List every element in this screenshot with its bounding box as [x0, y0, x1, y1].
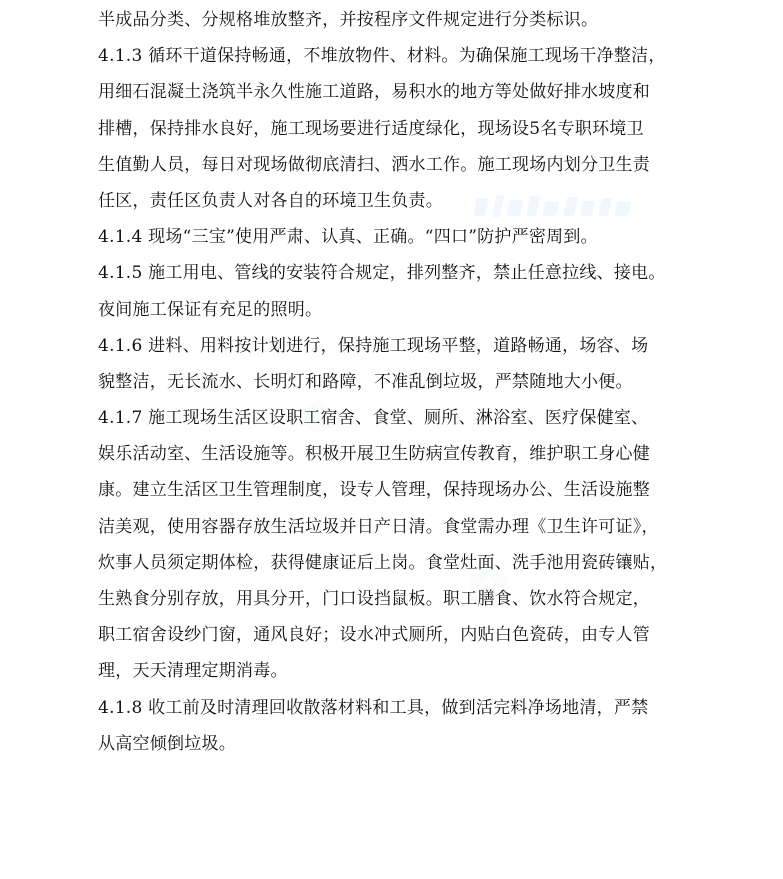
paragraph-line: 炊事人员须定期体检，获得健康证后上岗。食堂灶面、洗手池用瓷砖镶贴，: [98, 552, 668, 573]
paragraph-line: 4.1.8 收工前及时清理回收散落材料和工具，做到活完料净场地清，严禁: [98, 697, 649, 718]
paragraph-line: 理，天天清理定期消毒。: [98, 661, 288, 682]
paragraph-line: 半成品分类、分规格堆放整齐，并按程序文件规定进行分类标识。: [98, 10, 599, 30]
paragraph-line: 洁美观，使用容器存放生活垃圾并日产日清。食堂需办理《卫生许可证》，: [98, 516, 659, 537]
document-body: [98, 2, 698, 762]
paragraph-line: 4.1.5 施工用电、管线的安装符合规定，排列整齐，禁止任意拉线、接电。: [98, 263, 666, 284]
paragraph-line: 用细石混凝土浇筑半永久性施工道路，易积水的地方等处做好排水坡度和: [98, 82, 650, 103]
paragraph-line: 康。建立生活区卫生管理制度，设专人管理，保持现场办公、生活设施整: [98, 480, 650, 501]
paragraph-line: 4.1.4 现场“三宝”使用严肃、认真、正确。“四口”防护严密周到。: [98, 227, 598, 248]
paragraph-line: 貌整洁，无长流水、长明灯和路障，不准乱倒垃圾，严禁随地大小便。: [98, 371, 633, 392]
paragraph-line: 4.1.7 施工现场生活区设职工宿舍、食堂、厕所、淋浴室、医疗保健室、: [98, 408, 649, 429]
paragraph-line: 职工宿舍设纱门窗，通风良好；设水冲式厕所，内贴白色瓷砖，由专人管: [98, 625, 650, 646]
paragraph-line: 4.1.6 进料、用料按计划进行，保持施工现场平整，道路畅通，场容、场: [98, 335, 649, 356]
paragraph-line: 夜间施工保证有充足的照明。: [98, 299, 323, 320]
paragraph-line: 任区，责任区负责人对各自的环境卫生负责。: [98, 190, 443, 211]
paragraph-line: 排槽，保持排水良好，施工现场要进行适度绿化，现场设5名专职环境卫: [98, 118, 644, 139]
paragraph-line: 娱乐活动室、生活设施等。积极开展卫生防病宣传教育，维护职工身心健: [98, 444, 650, 465]
paragraph-line: 从高空倾倒垃圾。: [98, 733, 236, 754]
paragraph-line: 生值勤人员，每日对现场做彻底清扫、洒水工作。施工现场内划分卫生责: [98, 154, 650, 175]
paragraph-line: 4.1.3 循环干道保持畅通，不堆放物件、材料。为确保施工现场干净整洁，: [98, 46, 666, 67]
paragraph-line: 生熟食分别存放，用具分开，门口设挡鼠板。职工膳食、饮水符合规定，: [98, 589, 650, 609]
